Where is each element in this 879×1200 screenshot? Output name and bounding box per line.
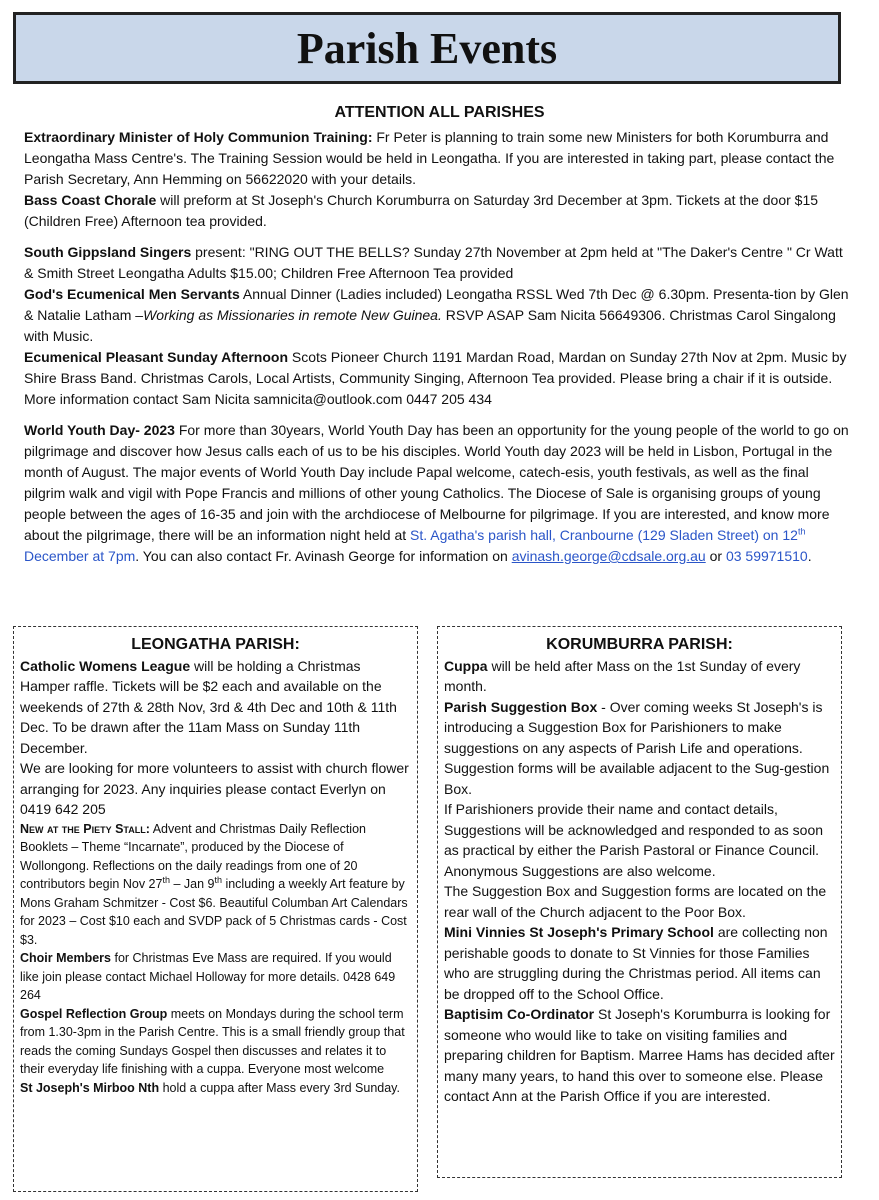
gems-text: Annual Dinner (Ladies included) Leongatha RSSL Wed 7th Dec @ 6.30pm. Presenta-tion by Glen & Natalie Latham – [24,286,849,323]
wyd-notice [24,420,849,567]
gospel-text: meets on Mondays during the school term from 1.30-3pm in the Parish Centre. This is a small friendly group that reads the coming Sundays Gospel then discusses and relates it to their everyday life finishing with a cuppa. Everyone most welcome [20,1006,405,1076]
mirboo-notice [20,1079,411,1098]
piety-text1: Advent and Christmas Daily Reflection Booklets – Theme “Incarnate”, produced by the Diocese of Wollongong. Reflections on the daily readings from one of 20 contributors begin Nov 27 [20,821,366,891]
gems-italic: Working as Missionaries in remote New Guinea. [143,307,442,323]
wyd-venue-text: St. Agatha's parish hall, Cranbourne (129 Sladen Street) on 12 [410,527,798,543]
wyd-or: or [705,548,726,564]
choir-heading: Choir Members [20,951,111,965]
piety-text2: – Jan 9 [169,877,215,891]
cwl-text: will be holding a Christmas Hamper raffle. Tickets will be $2 each and available on the weekends of 27th & 28th Nov, 3rd & 4th Dec and 10th & 11th Dec. To be drawn after the 11am Mass on Sunday 11th December. [20,657,397,756]
baptism-heading: Baptisim Co-Ordinator [444,1006,595,1022]
piety-sup2: th [214,874,222,885]
cwl-heading: Catholic Womens League [20,657,191,674]
gems-notice [24,284,849,347]
cuppa-notice [444,656,835,697]
cuppa-heading: Cuppa [444,657,488,674]
singers-text: present: "RING OUT THE BELLS? Sunday 27th November at 2pm held at "The Daker's Centre " Cr Watt & Smith Street Leongatha Adults $15.00; Children Free Afternoon Tea provided [24,244,843,281]
wyd-venue-sup: th [797,526,806,537]
vinnies-notice [444,922,835,1004]
bass-notice [24,190,849,232]
piety-text3: including a weekly Art feature by Mons Graham Schmitzer - Cost $6. Beautiful Columban Art Calendars for 2023 – Cost $10 each and SVDP pack of 5 Christmas cards - Cost $3. [20,877,408,947]
gems-heading: God's Ecumenical Men Servants [24,286,240,302]
emhc-text: Fr Peter is planning to train some new Ministers for both Korumburra and Leongatha Mass Centre's. The Training Session would be held in Leongatha. If you are interested in taking part, please contact the Parish Secretary, Ann Hemming on 56622020 with your details. [24,129,835,187]
suggestion-heading: Parish Suggestion Box [444,698,598,715]
title-banner [13,12,841,84]
suggestion-notice-2: If Parishioners provide their name and contact details, Suggestions will be acknowledged and responded to as soon as practical by either the Parish Pastoral or Finance Council. Anonymous Suggestions are also welcome. [444,801,824,879]
vinnies-heading: Mini Vinnies St Joseph's Primary School [444,924,714,940]
choir-text: for Christmas Eve Mass are required. If you would like join please contact Michael Holloway for more details. 0428 649 264 [20,951,396,1002]
wyd-text2: . You can also contact Fr. Avinash George for information on [135,548,512,564]
wyd-heading: World Youth Day- 2023 [24,422,175,438]
wyd-text: For more than 30years, World Youth Day has been an opportunity for the young people of the world to go on pilgrimage and discover how Jesus calls each of us to be his disciples. World Youth day 2023 will be held in Lisbon, Portugal in the month of August. The major events of World Youth Day include Papal welcome, catech-esis, youth festivals, as well as the final pilgrim walk and vigil with Pope Francis and millions of other young Catholics. The Diocese of Sale is organising groups of young people between the ages of 16-35 and join with the archdiocese of Melbourne for pilgrimage. If you are interested, and know more about the pilgrimage, there will be an information night held at [24,422,849,543]
suggestion-notice [444,697,835,800]
piety-notice [20,820,411,950]
wyd-phone[interactable]: 03 59971510 [725,548,808,564]
vinnies-text: are collecting non perishable goods to donate to St Vinnies for those Families who are struggling during the Christmas period. All items can be dropped off to the School Office. [444,924,828,1002]
leongatha-title: LEONGATHA PARISH: [131,636,300,653]
singers-notice [24,242,849,284]
baptism-notice [444,1004,835,1107]
piety-heading: New at the Piety Stall: [20,821,150,836]
gems-text2: RSVP ASAP Sam Nicita 56649306. Christmas Carol Singalong with Music. [24,307,836,344]
baptism-text: St Joseph's Korumburra is looking for someone who would like to take on visiting families and preparing children for Baptism. Marree Hams has decided after many many years, to hand this over to someone else. Please contact Ann at the Parish Office if you are interested. [444,1006,835,1104]
singers-heading: South Gippsland Singers [24,244,192,260]
korumburra-title: KORUMBURRA PARISH: [546,636,733,653]
wyd-venue-date: December at 7pm [24,548,136,564]
emhc-heading: Extraordinary Minister of Holy Communion Training: [24,129,373,145]
piety-sup1: th [162,874,170,885]
cuppa-text: will be held after Mass on the 1st Sunday of every month. [444,657,801,694]
leongatha-parish-box [13,626,418,1192]
bass-text: will preform at St Joseph's Church Korumburra on Saturday 3rd December at 3pm. Tickets at the door $15 (Children Free) Afternoon tea provided. [24,192,819,229]
epsa-notice [24,347,849,410]
mirboo-heading: St Joseph's Mirboo Nth [20,1080,160,1095]
suggestion-notice-3: The Suggestion Box and Suggestion forms are located on the rear wall of the Church adjacent to the Poor Box. [444,883,827,920]
emhc-notice [24,127,849,190]
korumburra-parish-box [437,626,842,1178]
mirboo-text: hold a cuppa after Mass every 3rd Sunday. [159,1080,400,1095]
epsa-heading: Ecumenical Pleasant Sunday Afternoon [24,349,288,365]
bass-heading: Bass Coast Chorale [24,192,157,208]
page-title: Parish Events [296,23,558,73]
cwl-notice [20,656,411,759]
wyd-end: . [807,548,812,564]
gospel-notice [20,1005,411,1079]
gospel-heading: Gospel Reflection Group [20,1006,168,1021]
flowers-notice: We are looking for more volunteers to assist with church flower arranging for 2023. Any inquiries please contact Everlyn on 0419 642 205 [20,760,409,817]
wyd-email-link[interactable]: avinash.george@cdsale.org.au [511,548,706,564]
main-notices [24,127,849,567]
choir-notice [20,949,411,1005]
epsa-text: Scots Pioneer Church 1191 Mardan Road, Mardan on Sunday 27th Nov at 2pm. Music by Shire Brass Band. Christmas Carols, Local Artists, Community Singing, Afternoon Tea provided. Please bring a chair if it is outside. More information contact Sam Nicita samnicita@outlook.com 0447 205 434 [24,349,847,407]
suggestion-text: - Over coming weeks St Joseph's is introducing a Suggestion Box for Parishioners to make suggestions on any aspects of Parish Life and operations. Suggestion forms will be available adjacent to the Sug-gestion Box. [444,698,830,797]
attention-heading: ATTENTION ALL PARISHES [334,104,545,121]
